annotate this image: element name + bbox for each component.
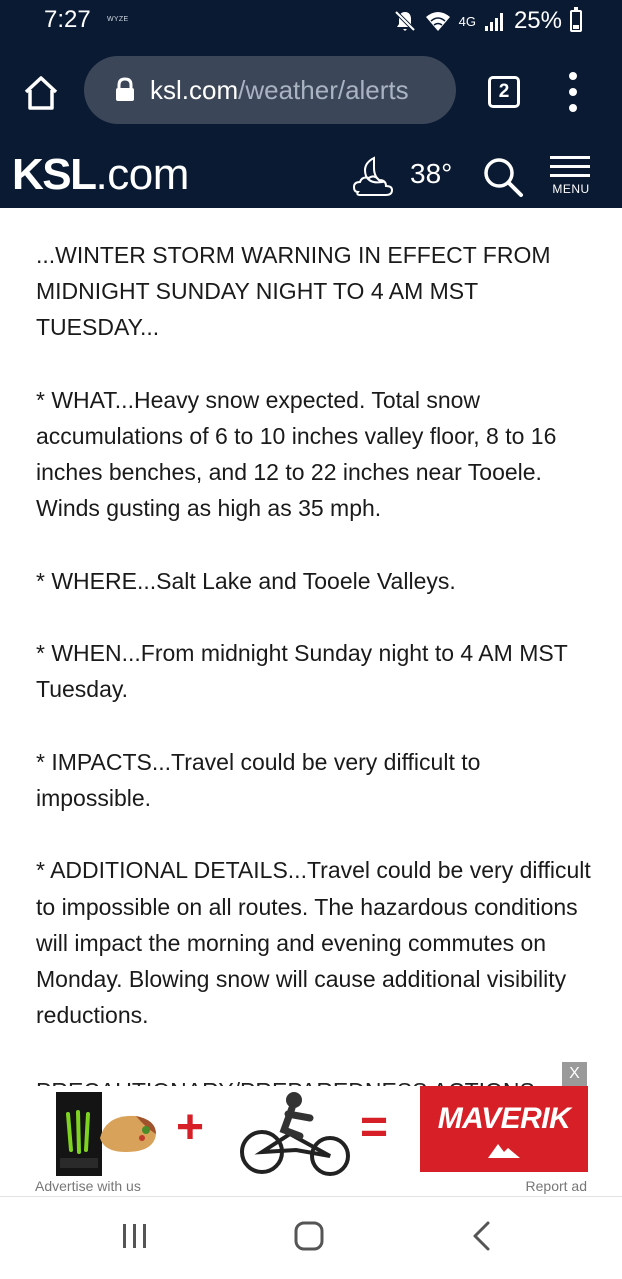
- menu-button[interactable]: [550, 156, 592, 200]
- report-ad-link[interactable]: Report ad: [525, 1178, 587, 1194]
- temperature[interactable]: 38°: [410, 158, 453, 189]
- burrito-image: [96, 1108, 160, 1156]
- tab-count: 2: [498, 81, 510, 102]
- ad-footer: [0, 1178, 622, 1198]
- kebab-dot: [569, 104, 577, 112]
- ad-banner[interactable]: [0, 1086, 622, 1178]
- status-icons: [393, 6, 582, 36]
- recent-apps-icon[interactable]: [121, 1223, 149, 1249]
- android-nav-bar: [0, 1197, 622, 1279]
- menu-label: MENU: [552, 182, 590, 196]
- status-time: 7:27: [44, 6, 91, 33]
- maverik-logo[interactable]: [420, 1086, 588, 1172]
- mountain-logo-icon: [488, 1142, 520, 1158]
- alert-where: * WHERE...Salt Lake and Tooele Valleys.: [36, 567, 456, 594]
- back-icon[interactable]: [470, 1221, 492, 1251]
- site-header: [0, 140, 622, 208]
- hamburger-icon: [550, 156, 592, 177]
- url-text: [150, 75, 409, 106]
- more-options-icon[interactable]: [562, 72, 584, 112]
- url-bar[interactable]: [84, 56, 456, 124]
- ad-close-button[interactable]: [562, 1062, 587, 1086]
- alert-cut-off-line: [36, 1075, 556, 1086]
- tabs-button[interactable]: [488, 76, 520, 108]
- network-type: 4G: [458, 13, 476, 29]
- signal-icon: [484, 10, 506, 32]
- battery-percent: 25%: [513, 7, 562, 34]
- search-icon[interactable]: [482, 156, 524, 198]
- alert-what: * WHAT...Heavy snow expected. Total snow accumulations of 6 to 10 inches valley floor, 8 to 16 inches benches, and 12 to 22 inches near Tooele. Winds gusting as high as 35 mph.: [36, 386, 557, 522]
- alert-additional-details: * ADDITIONAL DETAILS...Travel could be very difficult to impossible on all routes. The hazardous conditions will impact the morning and evening commutes on Monday. Blowing snow will cause additional visibility reductions.: [36, 857, 591, 1029]
- battery-icon: [570, 10, 582, 32]
- alert-impacts: * IMPACTS...Travel could be very difficult to impossible.: [36, 748, 481, 811]
- ad-close-label: X: [569, 1065, 580, 1082]
- advertise-with-us-link[interactable]: Advertise with us: [35, 1178, 141, 1194]
- alert-when: * WHEN...From midnight Sunday night to 4 AM MST Tuesday.: [36, 640, 568, 703]
- ad-equals-sign: =: [360, 1101, 389, 1154]
- mute-icon: [393, 9, 417, 33]
- kebab-dot: [569, 72, 577, 80]
- home-icon[interactable]: [22, 74, 60, 112]
- kebab-dot: [569, 88, 577, 96]
- wifi-icon: [425, 9, 451, 33]
- ad-brand-name: MAVERIK: [437, 1102, 571, 1135]
- alert-text: [36, 237, 596, 1070]
- ksl-logo[interactable]: [12, 150, 189, 200]
- browser-toolbar: [0, 44, 622, 140]
- url-path: /weather/alerts: [238, 74, 409, 105]
- mountain-biker-image: [236, 1090, 360, 1176]
- logo-suffix: .com: [95, 150, 189, 199]
- status-bar: [0, 0, 622, 44]
- ad-plus-sign: +: [176, 1101, 205, 1154]
- home-icon[interactable]: [294, 1221, 324, 1251]
- url-host: ksl.com: [150, 74, 239, 105]
- moon-cloud-icon[interactable]: [352, 154, 402, 198]
- lock-icon: [114, 78, 136, 102]
- alert-headline: ...WINTER STORM WARNING IN EFFECT FROM MIDNIGHT SUNDAY NIGHT TO 4 AM MST TUESDAY...: [36, 242, 551, 341]
- logo-main: KSL: [12, 150, 96, 199]
- notification-label: WYZE: [107, 16, 129, 23]
